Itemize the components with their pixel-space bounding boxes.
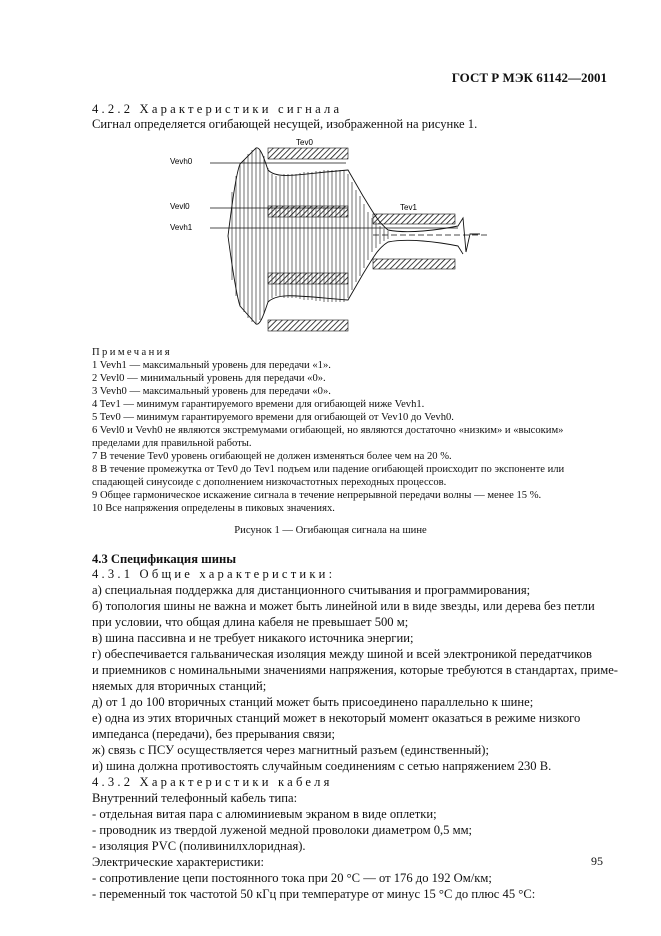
tev1-bar-bottom — [373, 259, 455, 269]
page-number: 95 — [591, 854, 603, 868]
subsection-432: 4.3.2 Характеристики кабеля — [92, 775, 333, 789]
note-item: спадающей синусоиде с дополнением низкочастотных переходных процессов. — [92, 477, 447, 488]
spec-line: е) одна из этих вторичных станций может в некоторый момент оказаться в режиме низкого — [92, 711, 581, 725]
cable-line: Электрические характеристики: — [92, 855, 264, 869]
note-item: 1 Vevh1 — максимальный уровень для передачи «1». — [92, 360, 331, 371]
note-item: 8 В течение промежутка от Tev0 до Tev1 подъем или падение огибающей происходит по экспоненте или — [92, 464, 565, 475]
note-item: 5 Tev0 — минимум гарантируемого времени для огибающей от Vev10 до Vevh0. — [92, 412, 454, 423]
spec-line: в) шина пассивна и не требует никакого источника энергии; — [92, 631, 414, 645]
tev0-label: Tev0 — [296, 138, 313, 147]
vevh1-label: Vevh1 — [170, 223, 193, 232]
tev0-bar-bottom — [268, 320, 348, 331]
cable-line: - изоляция PVC (поливинилхлоридная). — [92, 839, 306, 853]
tev1-label: Tev1 — [400, 203, 417, 212]
spec-line: и) шина должна противостоять случайным соединениям с сетью напряжением 230 В. — [92, 759, 552, 773]
spec-line: б) топология шины не важна и может быть линейной или в виде звезды, или дерева без петли — [92, 599, 595, 613]
note-item: 4 Tev1 — минимум гарантируемого времени для огибающей ниже Vevh1. — [92, 399, 425, 410]
tev1-bar-top — [373, 214, 455, 224]
note-item: 7 В течение Tev0 уровень огибающей не должен изменяться более чем на 20 %. — [92, 451, 452, 462]
cable-line: - проводник из твердой луженой медной проволоки диаметром 0,5 мм; — [92, 823, 473, 837]
envelope-diagram — [168, 134, 508, 342]
cable-line: - отдельная витая пара с алюминиевым экраном в виде оплетки; — [92, 807, 437, 821]
envelope-waveform — [228, 148, 480, 324]
spec-line: няемых для вторичных станций; — [92, 679, 267, 693]
tev0-bar-top — [268, 148, 348, 159]
cable-line: Внутренний телефонный кабель типа: — [92, 791, 298, 805]
spec-line: ж) связь с ПСУ осуществляется через магнитный разъем (единственный); — [92, 743, 489, 757]
figure-caption: Рисунок 1 — Огибающая сигнала на шине — [234, 525, 427, 536]
spec-line: а) специальная поддержка для дистанционного считывания и программирования; — [92, 583, 531, 597]
note-item: 6 Vevl0 и Vevh0 не являются экстремумами огибающей, но являются достаточно «низким» и «высоким» — [92, 425, 564, 436]
vevh0-label: Vevh0 — [170, 157, 193, 166]
page-header: ГОСТ Р МЭК 61142—2001 — [451, 70, 607, 85]
signal-envelope-figure — [168, 134, 508, 342]
cable-line: - переменный ток частотой 50 кГц при температуре от минус 15 °С до плюс 45 °С: — [92, 887, 536, 901]
cable-line: - сопротивление цепи постоянного тока при 20 °С — от 176 до 192 Ом/км; — [92, 871, 492, 885]
notes-title: Примечания — [92, 347, 172, 358]
note-item: 3 Vevh0 — максимальный уровень для передачи «0». — [92, 386, 331, 397]
vevl0-label: Vevl0 — [170, 202, 190, 211]
spec-line: и приемников с номинальными значениями напряжения, которые требуются в стандартах, приме- — [92, 663, 618, 677]
note-item: пределами для правильной работы. — [92, 438, 252, 449]
subsection-431: 4.3.1 Общие характеристики: — [92, 567, 336, 581]
spec-line: г) обеспечивается гальваническая изоляция между шиной и всей электроникой передатчиков — [92, 647, 592, 661]
note-item: 10 Все напряжения определены в пиковых значениях. — [92, 503, 335, 514]
section-intro: Сигнал определяется огибающей несущей, изображенной на рисунке 1. — [92, 117, 478, 131]
spec-line: д) от 1 до 100 вторичных станций может быть присоединено параллельно к шине; — [92, 695, 534, 709]
section-heading-43: 4.3 Спецификация шины — [92, 552, 237, 566]
note-item: 2 Vevl0 — минимальный уровень для передачи «0». — [92, 373, 326, 384]
note-item: 9 Общее гармоническое искажение сигнала в течение непрерывной передачи волны — менее 15 %. — [92, 490, 542, 501]
spec-line: при условии, что общая длина кабеля не превышает 500 м; — [92, 615, 409, 629]
section-title-422 — [92, 102, 342, 117]
section-title-text: 4.2.2 Характеристики сигнала — [92, 102, 343, 116]
spec-line: импеданса (передачи), без прерывания связи; — [92, 727, 336, 741]
